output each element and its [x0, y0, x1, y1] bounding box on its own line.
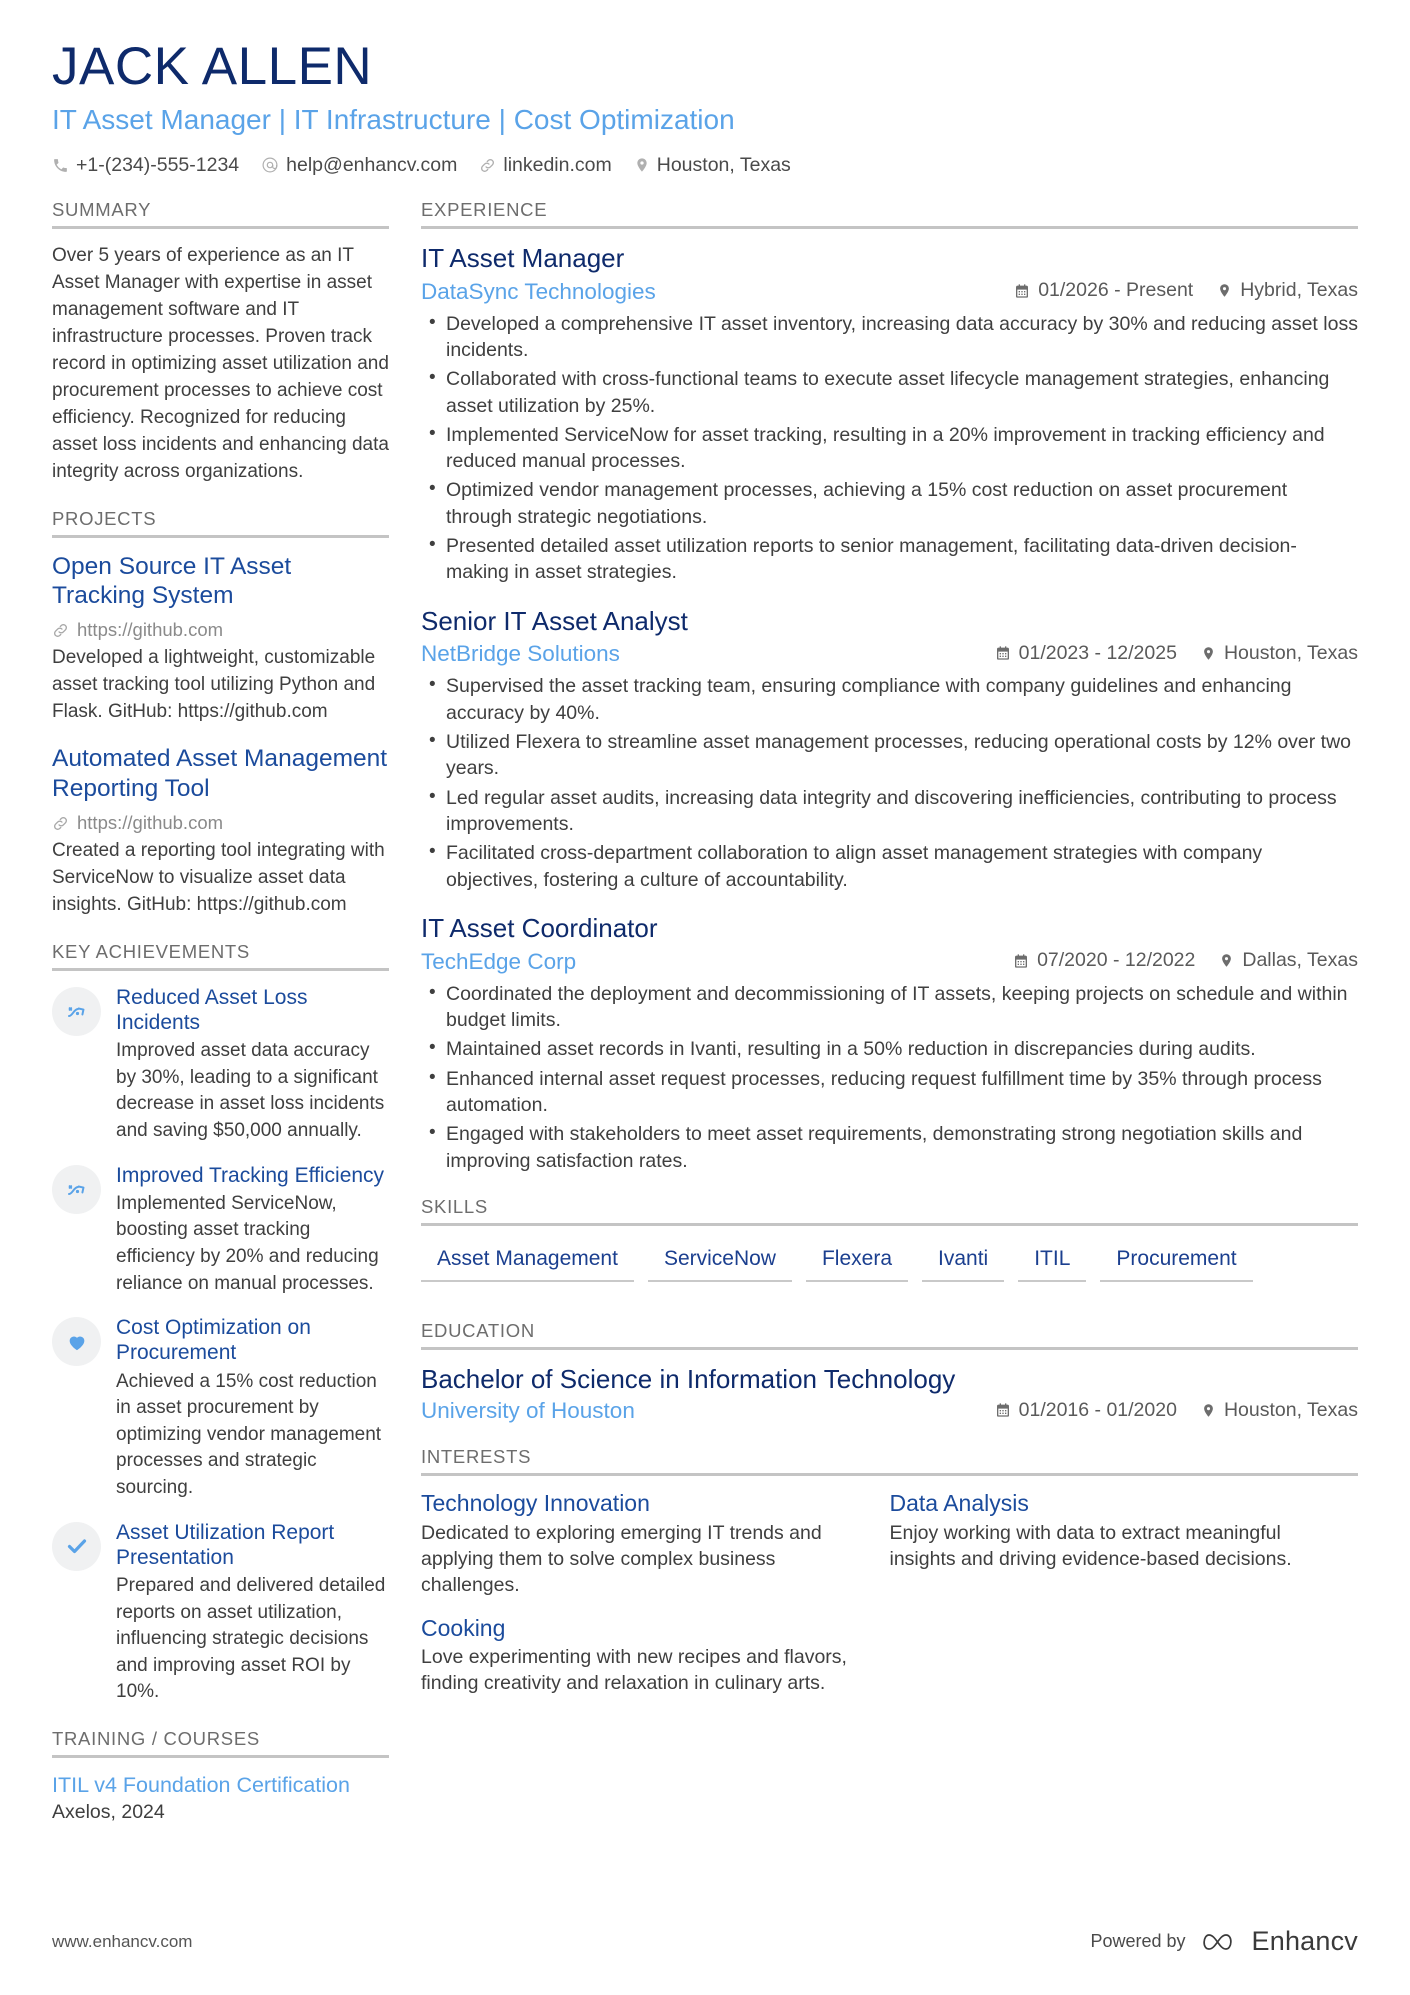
skill-chip: Flexera [806, 1240, 908, 1282]
contact-phone-text: +1-(234)-555-1234 [76, 153, 240, 176]
achievement-body [116, 1163, 389, 1298]
education-item [421, 1364, 1358, 1424]
job-location-text: Houston, Texas [1223, 641, 1358, 664]
section-heading-summary: SUMMARY [52, 199, 389, 229]
job-dates-text: 01/2026 - Present [1038, 279, 1194, 302]
course-provider: Axelos, 2024 [52, 1800, 165, 1823]
job-bullet: • Utilized Flexera to streamline asset management processes, reducing operational costs by 12% over two years. [446, 729, 1358, 782]
experience-item [421, 243, 1358, 586]
calendar-icon [1014, 283, 1030, 299]
section-heading-training-courses: TRAINING / COURSES [52, 1728, 389, 1758]
experience-item [421, 606, 1358, 893]
location-pin-icon [1201, 1403, 1216, 1418]
right-column [421, 193, 1358, 1713]
interest-title: Technology Innovation [421, 1490, 650, 1517]
skill-chip: Procurement [1100, 1240, 1252, 1282]
interests-list [421, 1490, 1358, 1713]
skill-chip: Ivanti [922, 1240, 1004, 1282]
education-meta [421, 1398, 1358, 1424]
education-dates [995, 1399, 1177, 1422]
achievement-body [116, 1315, 389, 1501]
job-dates [1013, 949, 1195, 972]
education-school[interactable]: University of Houston [421, 1398, 635, 1424]
job-meta-right [1013, 949, 1358, 972]
calendar-icon [995, 1402, 1011, 1418]
project-link[interactable] [52, 812, 389, 834]
powered-by-label: Powered by [1090, 1931, 1186, 1951]
job-title: IT Asset Coordinator [421, 912, 658, 943]
location-pin-icon [1217, 283, 1232, 298]
job-bullet: • Facilitated cross-department collaboration to align asset management strategies with company objectives, fostering a culture of accountability. [446, 840, 1358, 893]
project-link[interactable] [52, 619, 389, 641]
achievement-description: Achieved a 15% cost reduction in asset procurement by optimizing vendor management processes and strategic sourcing. [116, 1370, 382, 1498]
brand-name: Enhancv [1251, 1926, 1358, 1956]
interest-title: Cooking [421, 1614, 506, 1641]
achievement-item [52, 1315, 389, 1501]
job-company[interactable]: DataSync Technologies [421, 278, 656, 304]
project-item [52, 552, 389, 727]
resume-columns [52, 193, 1358, 1824]
job-meta [421, 949, 1358, 975]
achievement-item [52, 985, 389, 1145]
contact-location-text: Houston, Texas [656, 153, 791, 176]
achievement-item [52, 1163, 389, 1298]
achievement-body [116, 1520, 389, 1706]
skills-list [421, 1240, 1358, 1298]
job-bullet: • Implemented ServiceNow for asset tracking, resulting in a 20% improvement in tracking efficiency and reduced manual processes. [446, 422, 1358, 475]
section-heading-interests: INTERESTS [421, 1446, 1358, 1476]
interest-item [421, 1615, 890, 1697]
phone-icon [52, 157, 69, 174]
education-location-text: Houston, Texas [1223, 1398, 1358, 1421]
job-company[interactable]: TechEdge Corp [421, 948, 577, 974]
job-meta-right [995, 642, 1358, 665]
contact-linkedin[interactable] [479, 154, 611, 177]
location-pin-icon [1201, 646, 1216, 661]
skill-chip: Asset Management [421, 1240, 634, 1282]
course-item [52, 1772, 389, 1824]
job-meta [421, 641, 1358, 667]
interest-description: Love experimenting with new recipes and flavors, finding creativity and relaxation in culinary arts. [421, 1646, 847, 1695]
job-location [1201, 642, 1358, 665]
section-heading-education: EDUCATION [421, 1320, 1358, 1350]
link-icon [479, 157, 496, 174]
job-location-text: Hybrid, Texas [1240, 279, 1358, 302]
project-description: Developed a lightweight, customizable asset tracking tool utilizing Python and Flask. GitHub: https://github.com [52, 647, 376, 723]
job-bullet: • Supervised the asset tracking team, ensuring compliance with company guidelines and enhancing accuracy by 40%. [446, 673, 1358, 726]
contact-location [634, 154, 791, 177]
job-bullet: • Developed a comprehensive IT asset inventory, increasing data accuracy by 30% and reducing asset loss incidents. [446, 311, 1358, 364]
job-title: Senior IT Asset Analyst [421, 605, 688, 636]
job-location [1219, 949, 1358, 972]
location-pin-icon [1219, 953, 1234, 968]
job-bullet: • Collaborated with cross-functional teams to execute asset lifecycle management strategies, enhancing asset utilization by 25%. [446, 366, 1358, 419]
achievement-title: Reduced Asset Loss Incidents [116, 985, 308, 1035]
location-pin-icon [634, 157, 650, 173]
achievement-badge [52, 1522, 101, 1571]
contact-phone[interactable] [52, 154, 239, 177]
job-bullet: • Presented detailed asset utilization reports to senior management, facilitating data-driven decision-making in asset strategies. [446, 533, 1358, 586]
job-dates [995, 642, 1177, 665]
project-link-text: https://github.com [77, 619, 224, 641]
job-title: IT Asset Manager [421, 242, 625, 273]
heart-icon [65, 1331, 89, 1353]
experience-item [421, 913, 1358, 1174]
job-bullet: • Maintained asset records in Ivanti, resulting in a 50% reduction in discrepancies during audits. [446, 1036, 1358, 1062]
interest-description: Dedicated to exploring emerging IT trends and applying them to solve complex business challenges. [421, 1521, 822, 1597]
job-company[interactable]: NetBridge Solutions [421, 641, 620, 667]
education-location [1201, 1399, 1358, 1422]
trending-up-icon [65, 999, 89, 1023]
contact-email[interactable] [261, 154, 457, 177]
job-bullet: • Engaged with stakeholders to meet asset requirements, demonstrating strong negotiation skills and improving satisfaction rates. [446, 1121, 1358, 1174]
job-bullets [421, 981, 1358, 1174]
contact-email-text: help@enhancv.com [286, 153, 458, 176]
job-dates-text: 01/2023 - 12/2025 [1018, 641, 1177, 664]
achievement-description: Improved asset data accuracy by 30%, leading to a significant decrease in asset loss incidents and saving $50,000 annually. [116, 1040, 385, 1142]
candidate-name: JACK ALLEN [52, 37, 373, 96]
education-dates-text: 01/2016 - 01/2020 [1018, 1398, 1177, 1421]
link-icon [52, 622, 69, 639]
course-title: ITIL v4 Foundation Certification [52, 1772, 350, 1797]
summary-text: Over 5 years of experience as an IT Asset Manager with expertise in asset management software and IT infrastructure processes. Proven track record in optimizing asset utilization and procurement processes to achieve cost efficiency. Recognized for reducing asset loss incidents and enhancing data integrity across organizations. [52, 244, 389, 482]
job-location-text: Dallas, Texas [1242, 949, 1358, 972]
interest-item [890, 1490, 1359, 1599]
interest-item [421, 1490, 890, 1599]
achievement-badge [52, 1165, 101, 1214]
trending-up-icon [65, 1177, 89, 1201]
section-heading-experience: EXPERIENCE [421, 199, 1358, 229]
infinity-mark-icon [1199, 1928, 1243, 1956]
achievement-description: Prepared and delivered detailed reports on asset utilization, influencing strategic decisions and improving asset ROI by 10%. [116, 1574, 386, 1703]
calendar-icon [995, 645, 1011, 661]
achievement-body [116, 985, 389, 1145]
candidate-headline: IT Asset Manager | IT Infrastructure | Cost Optimization [52, 104, 735, 136]
calendar-icon [1013, 953, 1029, 969]
job-location [1217, 279, 1358, 302]
contact-row [52, 154, 1358, 177]
job-bullets [421, 673, 1358, 893]
powered-by-block [1090, 1926, 1358, 1957]
achievement-title: Asset Utilization Report Presentation [116, 1520, 335, 1569]
job-bullet: • Led regular asset audits, increasing data integrity and discovering inefficiencies, contributing to process improvements. [446, 785, 1358, 838]
job-bullet: • Enhanced internal asset request processes, reducing request fulfillment time by 35% through process automation. [446, 1066, 1358, 1119]
achievement-description: Implemented ServiceNow, boosting asset tracking efficiency by 20% and reducing reliance on manual processes. [116, 1192, 379, 1294]
enhancv-logo [1199, 1926, 1358, 1957]
achievement-title: Improved Tracking Efficiency [116, 1163, 385, 1187]
achievement-title: Cost Optimization on Procurement [116, 1316, 311, 1365]
project-title[interactable]: Automated Asset Management Reporting Tool [52, 745, 388, 803]
interest-description: Enjoy working with data to extract meaningful insights and driving evidence-based decisions. [889, 1521, 1292, 1570]
job-dates [1014, 279, 1193, 302]
section-heading-projects: PROJECTS [52, 508, 389, 538]
job-bullet: • Coordinated the deployment and decommissioning of IT assets, keeping projects on schedule and within budget limits. [446, 981, 1358, 1034]
left-column [52, 193, 389, 1824]
resume-header [52, 0, 1358, 177]
job-dates-text: 07/2020 - 12/2022 [1037, 949, 1196, 972]
project-title[interactable]: Open Source IT Asset Tracking System [52, 552, 292, 610]
contact-linkedin-text: linkedin.com [503, 153, 612, 176]
check-icon [65, 1534, 89, 1558]
skill-chip: ServiceNow [648, 1240, 792, 1282]
job-bullet: • Optimized vendor management processes, achieving a 15% cost reduction on asset procurement through strategic negotiations. [446, 477, 1358, 530]
project-item [52, 744, 389, 919]
education-meta-right [995, 1399, 1358, 1422]
achievement-badge [52, 987, 101, 1036]
resume-footer [52, 1926, 1358, 1957]
section-heading-key-achievements: KEY ACHIEVEMENTS [52, 941, 389, 971]
job-meta-right [1014, 279, 1358, 302]
achievement-item [52, 1520, 389, 1706]
achievement-badge [52, 1317, 101, 1366]
skill-chip: ITIL [1018, 1240, 1086, 1282]
footer-site-url[interactable]: www.enhancv.com [52, 1931, 193, 1951]
job-bullets [421, 311, 1358, 586]
project-description: Created a reporting tool integrating with ServiceNow to visualize asset data insights. GitHub: https://github.com [52, 840, 385, 915]
education-degree: Bachelor of Science in Information Technology [421, 1363, 956, 1394]
email-icon [261, 156, 279, 174]
section-heading-skills: SKILLS [421, 1196, 1358, 1226]
interest-title: Data Analysis [889, 1490, 1029, 1517]
link-icon [52, 815, 69, 832]
project-link-text: https://github.com [77, 812, 224, 834]
job-meta [421, 279, 1358, 305]
